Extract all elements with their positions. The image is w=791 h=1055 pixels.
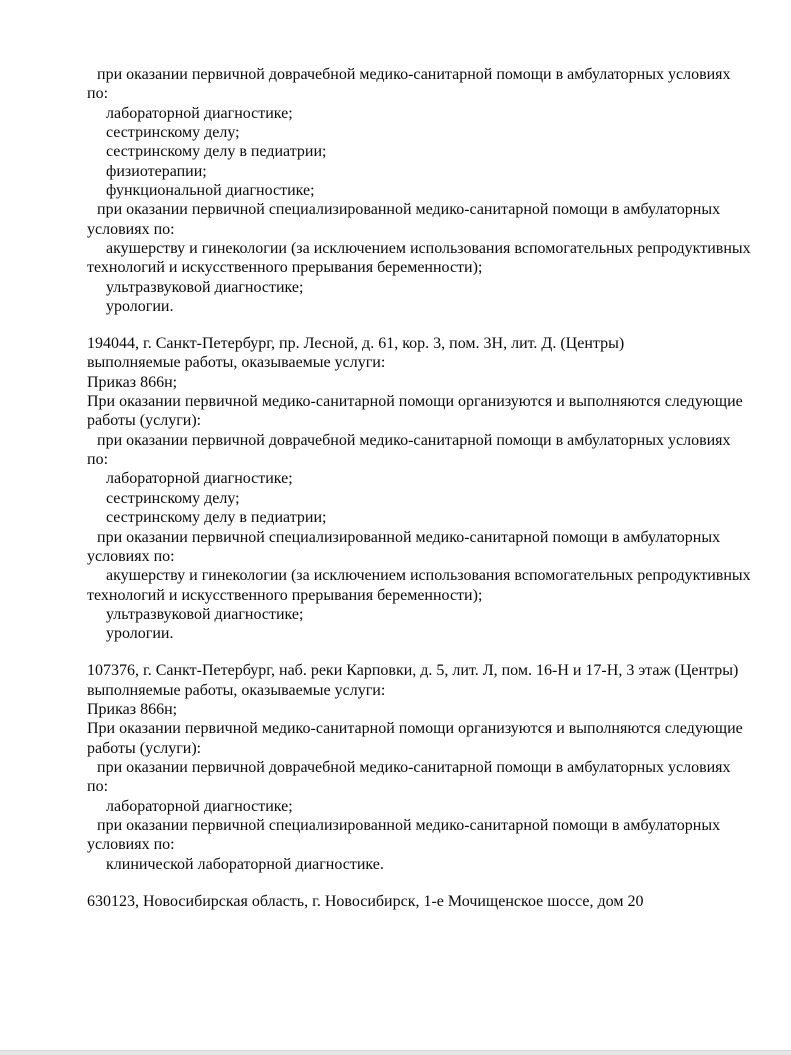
text-line: при оказании первичной доврачебной медико-санитарной помощи в амбулаторных условиях xyxy=(97,66,731,83)
address-line: 630123, Новосибирская область, г. Новосибирск, 1-е Мочищенское шоссе, дом 20 xyxy=(87,892,644,910)
service-item-line: ультразвуковой диагностике; xyxy=(106,278,304,296)
service-item-line: ультразвуковой диагностике; xyxy=(106,605,304,623)
text-line: работы (услуги): xyxy=(87,412,202,430)
service-item-line: лабораторной диагностике; xyxy=(106,470,293,488)
text-line: условиях по: xyxy=(87,547,175,565)
text-line: по: xyxy=(87,85,109,103)
text-line: При оказании первичной медико-санитарной помощи организуются и выполняются следующие xyxy=(87,720,743,738)
horizontal-scrollbar-track[interactable] xyxy=(0,1050,791,1055)
address-line: 194044, г. Санкт-Петербург, пр. Лесной, д. 61, кор. 3, пом. 3Н, лит. Д. (Центры) xyxy=(87,335,625,353)
service-item-line: сестринскому делу в педиатрии; xyxy=(106,143,327,161)
text-line: при оказании первичной доврачебной медико-санитарной помощи в амбулаторных условиях xyxy=(97,758,731,776)
section-gap xyxy=(87,644,767,662)
text-line: выполняемые работы, оказываемые услуги: xyxy=(87,681,386,699)
text-line: Приказ 866н; xyxy=(87,700,178,718)
service-item-line: сестринскому делу; xyxy=(106,124,240,142)
section-gap xyxy=(87,874,767,892)
text-line: При оказании первичной медико-санитарной помощи организуются и выполняются следующие xyxy=(87,393,743,411)
service-item-line: сестринскому делу; xyxy=(106,489,240,507)
text-line: условиях по: xyxy=(87,220,175,238)
section-gap xyxy=(87,316,767,334)
service-item-line: клинической лабораторной диагностике. xyxy=(106,855,384,873)
service-item-line: сестринскому делу в педиатрии; xyxy=(106,509,327,527)
service-item-line: урологии. xyxy=(106,625,174,643)
text-line: выполняемые работы, оказываемые услуги: xyxy=(87,354,386,372)
service-item-line: лабораторной диагностике; xyxy=(106,104,293,122)
service-item-line: урологии. xyxy=(106,298,174,316)
service-item-line: функциональной диагностике; xyxy=(106,182,315,200)
text-line: работы (услуги): xyxy=(87,739,202,757)
text-line: по: xyxy=(87,778,109,796)
service-item-line: акушерству и гинекологии (за исключением использования вспомогательных репродуктивных xyxy=(106,240,751,258)
text-line: Приказ 866н; xyxy=(87,373,178,391)
text-line: по: xyxy=(87,451,109,469)
text-line: технологий и искусственного прерывания беременности); xyxy=(87,259,483,277)
service-item-line: лабораторной диагностике; xyxy=(106,797,293,815)
text-line: при оказании первичной специализированной медико-санитарной помощи в амбулаторных xyxy=(97,816,721,834)
text-line: при оказании первичной специализированной медико-санитарной помощи в амбулаторных xyxy=(97,528,721,546)
text-line: технологий и искусственного прерывания беременности); xyxy=(87,586,483,604)
address-line: 107376, г. Санкт-Петербург, наб. реки Карповки, д. 5, лит. Л, пом. 16-Н и 17-Н, 3 этаж (Центры) xyxy=(87,662,739,680)
text-line: при оказании первичной специализированной медико-санитарной помощи в амбулаторных xyxy=(97,201,721,219)
license-document-text xyxy=(87,65,767,911)
text-line: при оказании первичной доврачебной медико-санитарной помощи в амбулаторных условиях xyxy=(97,431,731,449)
text-line: условиях по: xyxy=(87,836,175,854)
service-item-line: акушерству и гинекологии (за исключением использования вспомогательных репродуктивных xyxy=(106,567,751,585)
service-item-line: физиотерапии; xyxy=(106,162,207,180)
